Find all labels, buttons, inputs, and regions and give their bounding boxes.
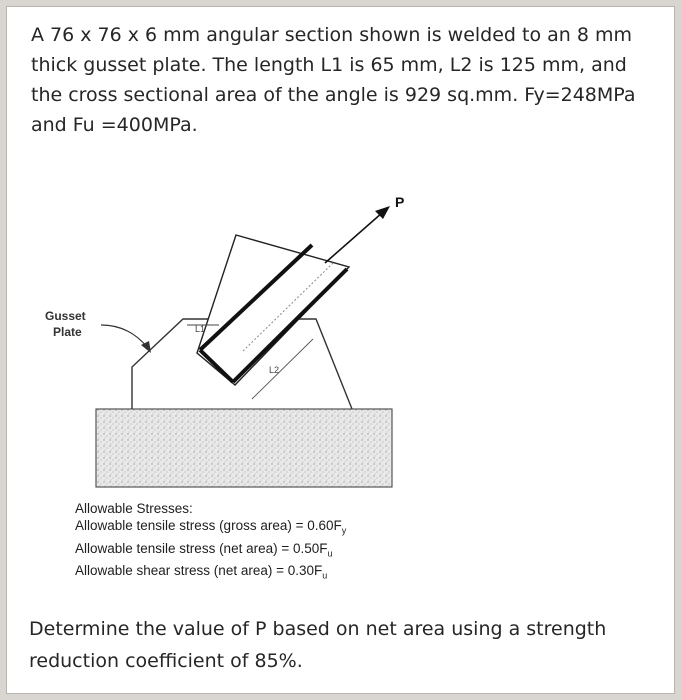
gross-tensile-stress: Allowable tensile stress (gross area) = $0.60F_y$ [75, 518, 347, 536]
support-base [96, 409, 392, 487]
question-line-1: Determine the value of P based on net area using a strength [29, 618, 607, 640]
problem-line-4: and Fu =400MPa. [31, 114, 198, 136]
question-line-2: reduction coefficient of 85%. [29, 650, 303, 672]
gusset-plate-diagram [7, 7, 675, 507]
allowable-stresses [75, 500, 495, 585]
l1-label: L1 [195, 324, 206, 334]
problem-card [6, 6, 675, 694]
l2-label: L2 [269, 365, 280, 375]
stresses-heading: Allowable Stresses: [75, 501, 193, 516]
problem-line-1: A 76 x 76 x 6 mm angular section shown is welded to an 8 mm [31, 24, 632, 46]
problem-line-3: the cross sectional area of the angle is 929 sq.mm. Fy=248MPa [31, 84, 636, 106]
load-label: P [395, 194, 405, 210]
question-statement [29, 613, 659, 677]
gusset-label-line-1: Gusset [45, 309, 86, 323]
angle-section [197, 235, 349, 385]
net-shear-stress: Allowable shear stress (net area) = $0.30F_u$ [75, 563, 328, 582]
gusset-label-line-2: Plate [53, 325, 82, 339]
net-tensile-stress: Allowable tensile stress (net area) = $0.50F_u$ [75, 540, 333, 559]
problem-line-2: thick gusset plate. The length L1 is 65 mm, L2 is 125 mm, and [31, 54, 627, 76]
load-line [325, 212, 383, 263]
gusset-leader-line [101, 325, 147, 347]
